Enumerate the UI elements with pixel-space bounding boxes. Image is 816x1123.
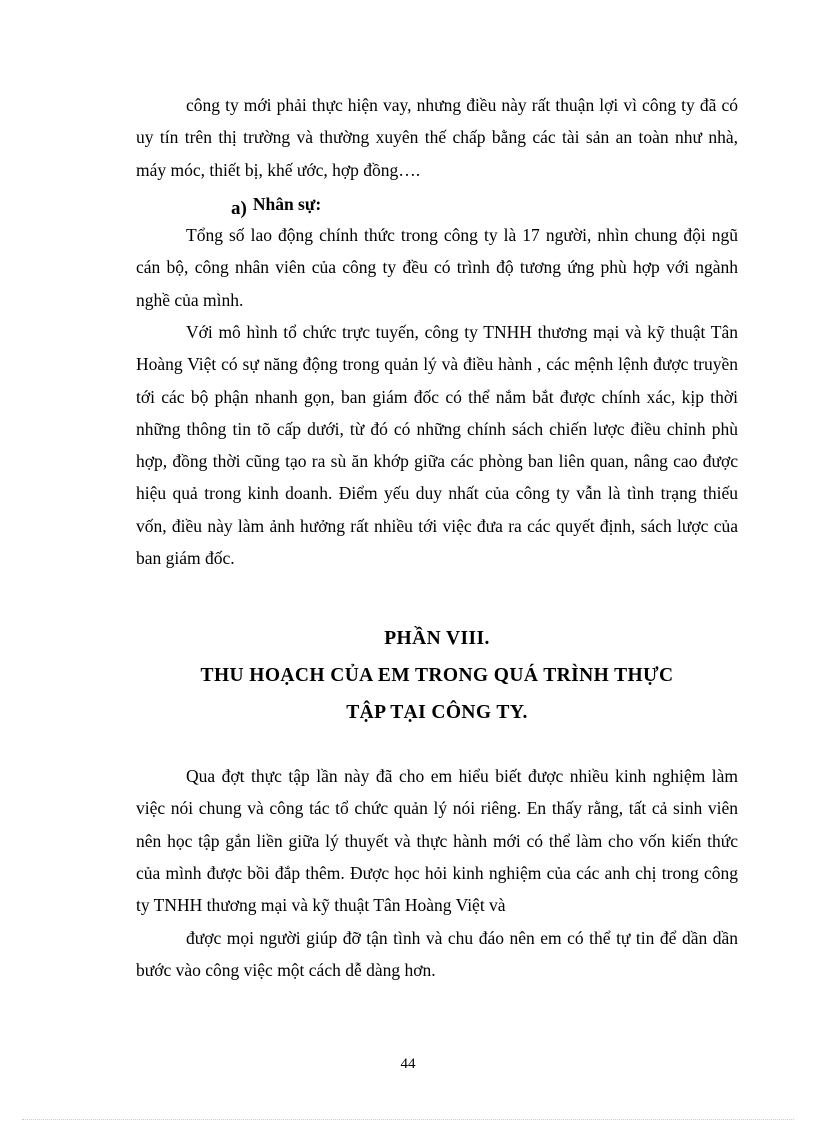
subheading-marker: a) <box>231 198 247 219</box>
paragraph-organization: Với mô hình tổ chức trực tuyến, công ty TNHH thương mại và kỹ thuật Tân Hoàng Việt có sự năng động trong quản lý và điều hành , các mệnh lệnh được truyền tới các bộ phận nhanh gọn, ban giám đốc có thể nắm bắt được chính xác, kịp thời những thông tin tõ cấp dưới, từ đó có những chính sách chiến lược điều chỉnh phù hợp, đồng thời cũng tạo ra sù ăn khớp giữa các phòng ban liên quan, nâng cao được hiệu quả trong kinh doanh. Điểm yếu duy nhất của công ty vẫn là tình trạng thiếu vốn, điều này làm ảnh hưởng rất nhiều tới việc đưa ra các quyết định, sách lược của ban giám đốc. <box>136 322 738 569</box>
subheading-label: Nhân sự: <box>252 194 322 214</box>
page-bottom-rule <box>22 1119 794 1120</box>
paragraph-staff: Tổng số lao động chính thức trong công ty là 17 người, nhìn chung đội ngũ cán bộ, công nhân viên của công ty đều có trình độ tương ứng phù hợp với ngành nghề của mình. <box>136 225 738 310</box>
page-number: 44 <box>400 1056 416 1072</box>
paragraph-loan-continuation: công ty mới phải thực hiện vay, nhưng điều này rất thuận lợi vì công ty đã có uy tín trên thị trường và thường xuyên thế chấp bằng các tài sản an toàn như nhà, máy móc, thiết bị, khế ước, hợp đồng…. <box>136 95 738 180</box>
section-title: PHẦN VIII. <box>384 628 490 649</box>
paragraph-internship-results: Qua đợt thực tập lần này đã cho em hiểu biết được nhiều kinh nghiệm làm việc nói chung và công tác tổ chức quản lý nói riêng. En thấy rằng, tất cả sinh viên nên học tập gắn liền giữa lý thuyết và thực hành mới có thể làm cho vốn kiến thức của mình được bồi đắp thêm. Được học hỏi kinh nghiệm của các anh chị trong công ty TNHH thương mại và kỹ thuật Tân Hoàng Việt và <box>136 766 738 916</box>
section-subtitle-line-1: THU HOẠCH CỦA EM TRONG QUÁ TRÌNH THỰC <box>200 665 674 686</box>
subheading-personnel <box>231 192 321 217</box>
paragraph-conclusion: được mọi người giúp đỡ tận tình và chu đáo nên em có thể tự tin để dần dần bước vào công việc một cách dễ dàng hơn. <box>136 928 738 981</box>
section-subtitle-line-2: TẬP TẠI CÔNG TY. <box>346 702 528 723</box>
